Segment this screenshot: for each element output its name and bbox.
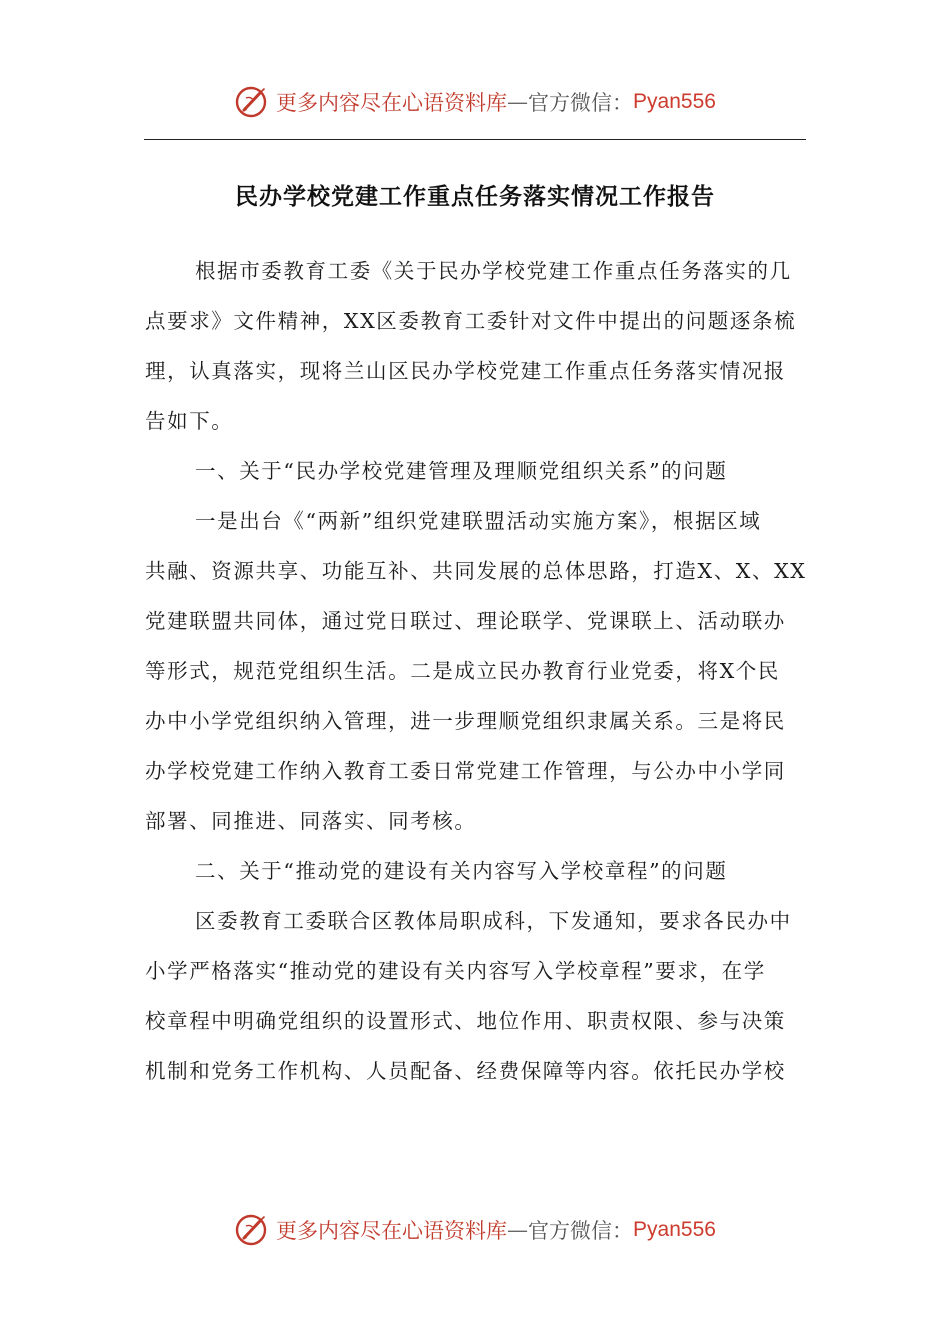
body-line: 理，认真落实，现将兰山区民办学校党建工作重点任务落实情况报 <box>145 359 786 383</box>
footer-wechat-label: 官方微信： <box>528 1219 634 1243</box>
pen-logo-icon <box>234 84 270 120</box>
body-line: 等形式，规范党组织生活。二是成立民办教育行业党委，将X个民 <box>145 659 780 683</box>
body-line: 校章程中明确党组织的设置形式、地位作用、职责权限、参与决策 <box>145 1009 786 1033</box>
footer-wechat-id: Pyan556 <box>633 1218 716 1241</box>
body-line: 告如下。 <box>145 409 234 433</box>
body-line: 机制和党务工作机构、人员配备、经费保障等内容。依托民办学校 <box>145 1059 786 1083</box>
section-heading: 一、关于“民办学校党建管理及理顺党组织关系”的问题 <box>195 459 728 483</box>
body-line: 区委教育工委联合区教体局职成科，下发通知，要求各民办中 <box>195 909 792 933</box>
footer-slogan: 更多内容尽在心语资料库 <box>276 1219 508 1243</box>
body-line: 点要求》文件精神，XX区委教育工委针对文件中提出的问题逐条梳 <box>145 309 797 333</box>
section-heading: 二、关于“推动党的建设有关内容写入学校章程”的问题 <box>195 859 728 883</box>
banner-wechat-id: Pyan556 <box>633 90 716 113</box>
footer-dash: — <box>507 1218 529 1242</box>
body-line: 一是出台《“两新”组织党建联盟活动实施方案》，根据区域 <box>195 509 762 533</box>
body-line: 部署、同推进、同落实、同考核。 <box>145 809 477 833</box>
body-line: 根据市委教育工委《关于民办学校党建工作重点任务落实的几 <box>195 259 792 283</box>
document-title: 民办学校党建工作重点任务落实情况工作报告 <box>235 184 715 210</box>
footer-banner <box>0 1208 950 1252</box>
banner-slogan: 更多内容尽在心语资料库 <box>276 91 508 115</box>
pen-logo-icon <box>234 1212 270 1248</box>
body-line: 共融、资源共享、功能互补、共同发展的总体思路，打造X、X、XX <box>145 559 807 583</box>
body-line: 办中小学党组织纳入管理，进一步理顺党组织隶属关系。三是将民 <box>145 709 786 733</box>
body-line: 党建联盟共同体，通过党日联过、理论联学、党课联上、活动联办 <box>145 609 786 633</box>
header-divider <box>144 139 806 140</box>
banner-dash: — <box>507 90 529 114</box>
header-banner <box>0 80 950 124</box>
banner-wechat-label: 官方微信： <box>528 91 634 115</box>
body-line: 小学严格落实“推动党的建设有关内容写入学校章程”要求，在学 <box>145 959 766 983</box>
body-line: 办学校党建工作纳入教育工委日常党建工作管理，与公办中小学同 <box>145 759 786 783</box>
